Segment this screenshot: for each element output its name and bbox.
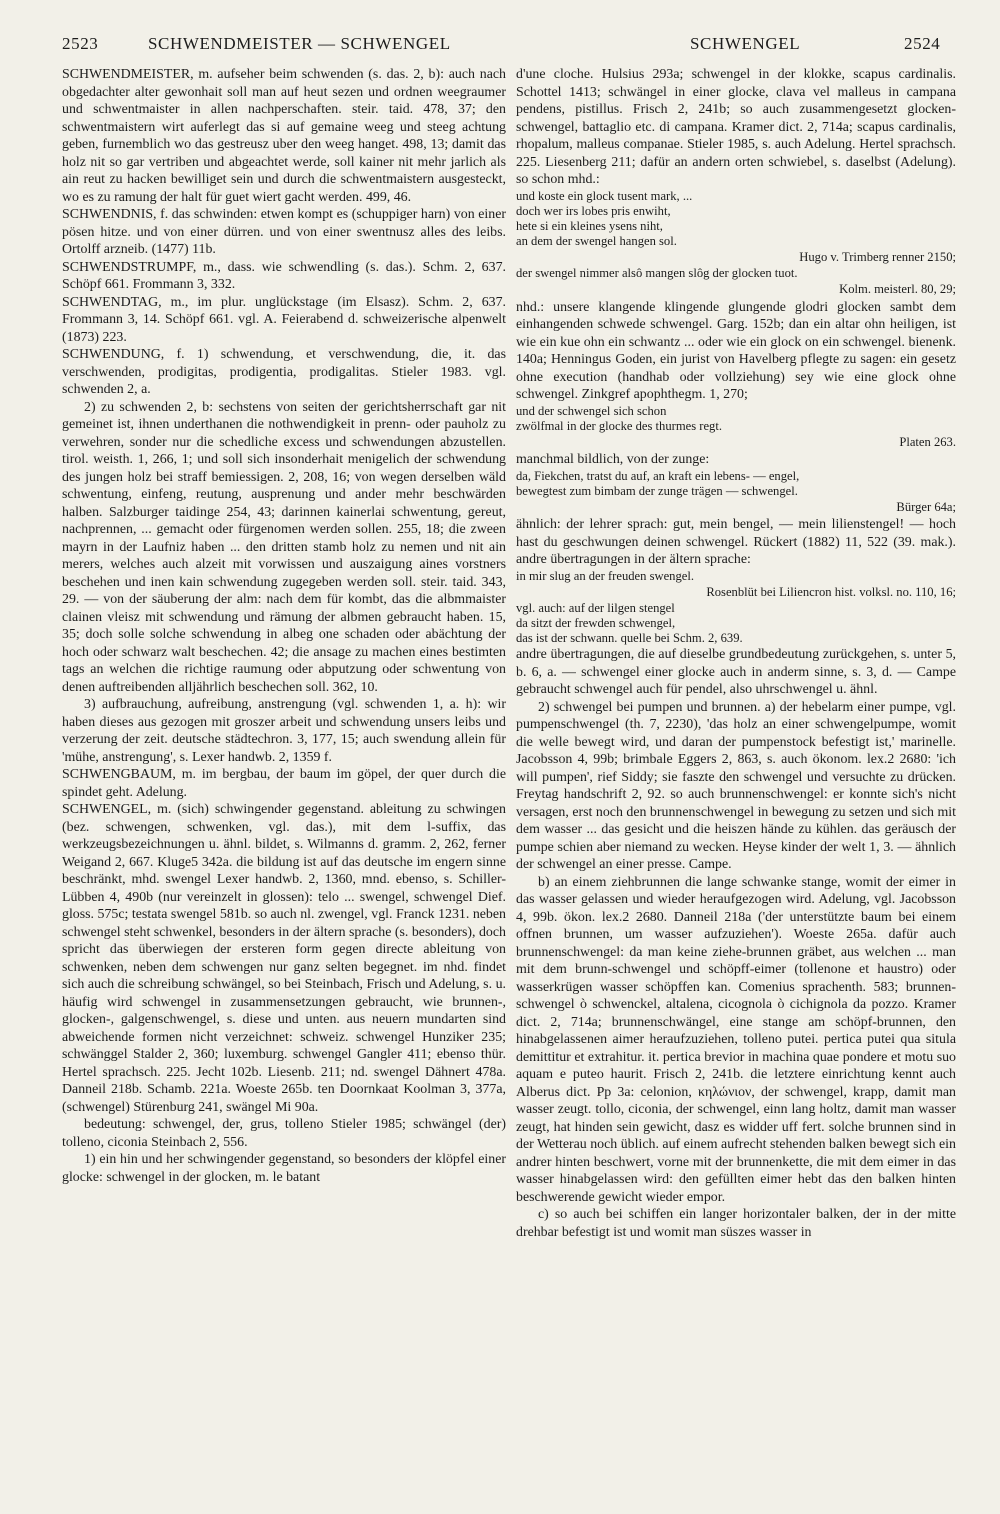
page-number-left: 2523 — [62, 34, 99, 53]
page-number-right: 2524 — [904, 34, 941, 53]
entry-schwendmeister: SCHWENDMEISTER, m. aufseher beim schwenden (s. das. 2, b): auch nach obgedachter alter gewonhait soll man auf heut sezen und ordnen weegraumer und schwentmaister in allen nachperschaften. steir. taid. 478, 37; den schwentmaistern wirt auferlegt das si auf gemaine weeg und steeg achtung geben, furnemblich wo das gestreusz uber den weeg hanget. 498, 13; damit das holz nit so gar vertriben und abgeachtet werde, soll kainer nit mehr jarlich als ain reut zu hacken bewilliget sein und durch die schwentmaistern ausgesteckt, wo es zu ramung der halt für guet wiert gacht werden. 499, 46. — [62, 67, 506, 205]
entry-schwendtag: SCHWENDTAG, m., im plur. unglückstage (im Elsasz). Schm. 2, 637. Frommann 3, 14. Schöpf 661. vgl. A. Feierabend d. schweizerische alpenwelt (1873) 223. — [62, 294, 506, 345]
right-paragraph-2: nhd.: unsere klangende klingende glungende glodri glocken sambt dem einhangenden schwede schwengel. Garg. 152b; dan ein altar ohn heiligen, ist wie ein kue ohn ein schwantz ... oder wie ein glock on ein schwengel. bienenk. 140a; Henningus Goden, ein jurist von Havelberg pflegte zu sagen: ein gesetz ohne execution (handhab oder vollziehung) sey wie eine glock ohne schwengel. Zinkgref apophthegm. 1, 270; — [516, 299, 956, 402]
entry-schwendstrumpf: SCHWENDSTRUMPF, m., dass. wie schwendling (s. das.). Schm. 2, 637. Schöpf 661. Frommann 3, 332. — [62, 259, 506, 292]
schwengel-sense-2c: c) so auch bei schiffen ein langer horizontaler balken, der in der mitte drehbar befestigt ist und womit man süszes wasser in — [516, 1207, 956, 1240]
schwengel-sense-1: 1) ein hin und her schwingender gegenstand, so besonders der klöpfel einer glocke: schwengel in der glocken, m. le batant — [62, 1152, 506, 1185]
verse-quote-4: da, Fiekchen, tratst du auf, an kraft ein lebens- — engel, bewegtest zum bimbam der zunge trägen — schwengel. — [516, 468, 800, 498]
schwengel-sense-2a: 2) schwengel bei pumpen und brunnen. a) der hebelarm einer pumpe, vgl. pumpenschwengel (th. 7, 2230), 'das holz an einer schwengelpumpe, womit die welle bewegt wird, und daran der pumpenstock befestigt ist,' marinelle. Jacobsson 4, 99b; brimbale Eggers 2, 863, s. auch ökonom. lex.2 2680: 'ich will pumpen', rief Siddy; sie faszte den schwengel und versuchte zu drücken. Freytag handschrift 2, 92. so auch brunnenschwengel: er konnte sich's nicht versagen, erst noch den brunnenschwengel in bewegung zu setzen und sich mit dem wasser ... das gesicht und die heiszen hände zu kühlen. das geräusch der pumpe schien aber niemand zu wecken. Heyse kinder der welt 1, 3. — ähnlich der schwengel an einer presse. Campe. — [516, 699, 956, 872]
entry-schwendnis: SCHWENDNIS, f. das schwinden: etwen kompt es (schuppiger harn) von einer pösen hitze. und von einer dürren. und von einer swentnusz alles des leibs. Ortolff arzneib. (1477) 11b. — [62, 207, 506, 257]
verse-source-5: Rosenblüt bei Liliencron hist. volksl. no. 110, 16; — [706, 584, 956, 599]
verse-source-4: Bürger 64a; — [896, 499, 956, 514]
verse-quote-3: und der schwengel sich schon zwölfmal in der glocke des thurmes regt. — [516, 403, 722, 433]
schwendung-sense-3: 3) aufbrauchung, aufreibung, anstrengung (vgl. schwenden 1, a. h): wir haben dieses aus gezogen mit groszer arbeit und schwendung unsers leibs und verzerung der zeit. deutsche städtechron. 3, 177, 15; auch swendung allein für 'mühe, anstrengung', s. Lexer handwb. 2, 1359 f. — [62, 697, 506, 765]
running-head-left: SCHWENDMEISTER — SCHWENGEL — [148, 34, 451, 53]
entry-schwendung: SCHWENDUNG, f. 1) schwendung, et verschwendung, die, it. das verschwenden, prodigitas, prodigentia, prodigalitas. Stieler 1983. vgl. schwenden 2, a. — [62, 347, 506, 397]
verse-source-2: Kolm. meisterl. 80, 29; — [839, 282, 956, 296]
verse-quote-2: der swengel nimmer alsô mangen slôg der glocken tuot. — [516, 266, 798, 280]
verse-source-1: Hugo v. Trimberg renner 2150; — [799, 249, 956, 264]
left-column — [62, 66, 506, 1186]
verse-quote-5: in mir slug an der freuden swengel. — [516, 568, 695, 583]
right-paragraph-4: ähnlich: der lehrer sprach: gut, mein bengel, — mein lilienstengel! — hoch hast du geschwungen deinen schwengel. Rückert (1882) 11, 522 (39. mak.). andre übertragungen in der ältern sprache: — [516, 517, 956, 567]
verse-quote-6: vgl. auch: auf der lilgen stengel da sitzt der frewden schwengel, das ist der schwann. quelle bei Schm. 2, 639. — [516, 601, 743, 645]
right-paragraph-3: manchmal bildlich, von der zunge: — [516, 452, 710, 467]
schwendung-sense-2: 2) zu schwenden 2, b: sechstens von seiten der gerichtsherrschaft gar nit gemeinet ist, ihnen underthanen die nothwendigkeit in prenn- oder pauholz zu verwehren, sonder nur die schedliche excess und schwendungen abzustellen. tirol. weisth. 1, 266, 1; und soll sich insonderhait menigelich der schwendung des jungen holz bei straff bemiessigen. 2, 208, 16; von wegen derselben wäld schwentung, einfeng, reutung, ausprenung und ander mehr beschwärden halben. Salzburger taidinge 254, 43; darinnen kainerlai schwentung, gereut, nachprennen, ... gemacht oder fürgenomen werden sollen. 255, 18; die zween mayrn in der Laufniz haben ... den dritten stamb holz zu nemen und nit ain merers, welches auch alzeit mit vorwissen und auszaigung aines vorstners beschehen und inen kain schwendung zugegeben werden soll. steir. taid. 343, 29. — von der säuberung der alm: nach dem für kombt, das die albmmaister clainen vleisz mit schwendung und rämung der albmen gebraucht haben. 15, 35; doch solle solche schwendung in albeg one schaden oder abächtung der hoch oder schwarz walt beschechen. 42; die ansage zu machen eines bestimten tags an welchen die richtige raumung oder abputzung oder schwentung von denen auftreibenden alljährlich beschechen soll. 362, 10. — [62, 399, 506, 695]
right-column — [516, 66, 956, 1241]
right-paragraph-1: d'une cloche. Hulsius 293a; schwengel in der klokke, scapus cardinalis. Schottel 1413; schwängel in einer glocke, clava vel malleus in campana pendens, pistillus. Frisch 2, 241b; so auch zusammengesetzt glocken-schwengel, battaglio etc. di campana. Kramer dict. 2, 714a; scapus cardinalis, rhopalum, malleus companae. Stieler 1985, s. auch Adelung. Hertel sprachsch. 225. Liesenberg 211; dafür an andern orten schwiebel, s. daselbst (Adelung). so schon mhd.: — [516, 67, 956, 187]
running-head-right: SCHWENGEL — [690, 34, 801, 53]
right-paragraph-5: andre übertragungen, die auf dieselbe grundbedeutung zurückgehen, s. unter 5, b. 6, a. — schwengel einer glocke auch in anderm sinne, s. 3, d. — Campe gebraucht schwengel auch für pendel, also uhrschwengel u. ähnl. — [516, 647, 956, 697]
entry-schwengbaum: SCHWENGBAUM, m. im bergbau, der baum im göpel, der quer durch die spindet geht. Adelung. — [62, 767, 506, 800]
verse-source-3: Platen 263. — [899, 434, 956, 449]
schwengel-sense-2b: b) an einem ziehbrunnen die lange schwanke stange, womit der eimer in das wasser gelassen und wieder heraufgezogen wird. Adelung, vgl. Jacobsson 4, 99b. ökon. lex.2 2680. Danneil 218a ('der unterstützte baum bei einem offnen brunnen, um wasser aufzuziehen'). Woeste 265a. dafür auch brunnenschwengel: da man keine ziehe-brunnen gräbet, aus welchen ... man mit dem brunn-schwengel und schöpff-eimer (tollenone et haustro) oder wasserkrügen wasser schöpffen kan. Comenius sprachenth. 583; brunnen-schwengel ò schwenckel, altalena, cicognola ò cichignola da pozzo. Kramer dict. 2, 714a; brunnenschwängel, eine stange am schöpf-brunnen, den hinabgelassenen aimer heraufzuziehen, tolleno putei. pertica putei qua situla demittitur et extrahitur. it. pertica brevior in machina quae pondere et motu suo aquam e puteo haurit. Frisch 2, 241b. die letztere einrichtung kennt auch Alberus dict. Pp 3a: celonion, κηλώνιον, der schwengel, krapp, damit man wasser zeugt. tollo, ciconia, der schwengel, einn lang holtz, damit man wasser zeugt, hat hinden sein gewicht, dasz es widder uff fert. solche brunnen sind in der Wetterau noch üblich. auf einem aufrecht stehenden balken bewegt sich ein andrer hinten beschwert, vorne mit der brunnenkette, die mit dem eimer in das wasser hinabgelassen wird: den gefüllten eimer hebt das den balken hinten beschwerende gewicht wieder empor. — [516, 874, 956, 1205]
verse-quote-1: und koste ein glock tusent mark, ... doch wer irs lobes pris enwiht, hete si ein kleines ysens niht, an dem der swengel hangen sol. — [516, 188, 693, 248]
schwengel-bedeutung: bedeutung: schwengel, der, grus, tolleno Stieler 1985; schwängel (der) tolleno, ciconia Steinbach 2, 556. — [62, 1117, 506, 1150]
entry-schwengel: SCHWENGEL, m. (sich) schwingender gegenstand. ableitung zu schwingen (bez. schwengen, schwenken, vgl. das.), mit dem l-suffix, das werkzeugsbezeichnungen u. ähnl. bildet, s. Wilmanns d. gramm. 2, 262, ferner Weigand 2, 667. Kluge5 342a. die bildung ist auf das deutsche im engern sinne beschränkt, mhd. swengel Lexer handwb. 2, 1360, mnd. ebenso, s. Schiller-Lübben 4, 490b (nur vereinzelt in glossen): telo ... swengel, schwengel Dief. gloss. 575c; testata swengel 581b. so auch nl. zwengel, vgl. Franck 1231. neben schwengel steht schwenkel, besonders in der ältern sprache (s. besonders), doch spricht das überwiegen der ersteren form gegen directe ableitung von schwenken, neben dem schwengen nur ganz selten begegnet. im nhd. findet sich auch die schreibung schwängel, so bei Steinbach, Frisch und Adelung, s. u. häufig wird schwengel in zusammensetzungen gebraucht, wie brunnen-, glocken-, galgenschwengel, s. diese und unten. aus neuern mundarten sind abweichende formen nicht verzeichnet: schweiz. schwengel Hunziker 235; schwänggel Stalder 2, 360; luxemburg. schwengel Gangler 411; ebenso thür. Hertel sprachsch. 225. Jecht 102b. Liesenb. 211; nd. swengel Dähnert 478a. Danneil 218b. Schamb. 221a. Woeste 265b. ten Doornkaat Koolman 3, 377a, (schwengel) Stürenburg 241, swängel Mi 90a. — [62, 802, 506, 1115]
